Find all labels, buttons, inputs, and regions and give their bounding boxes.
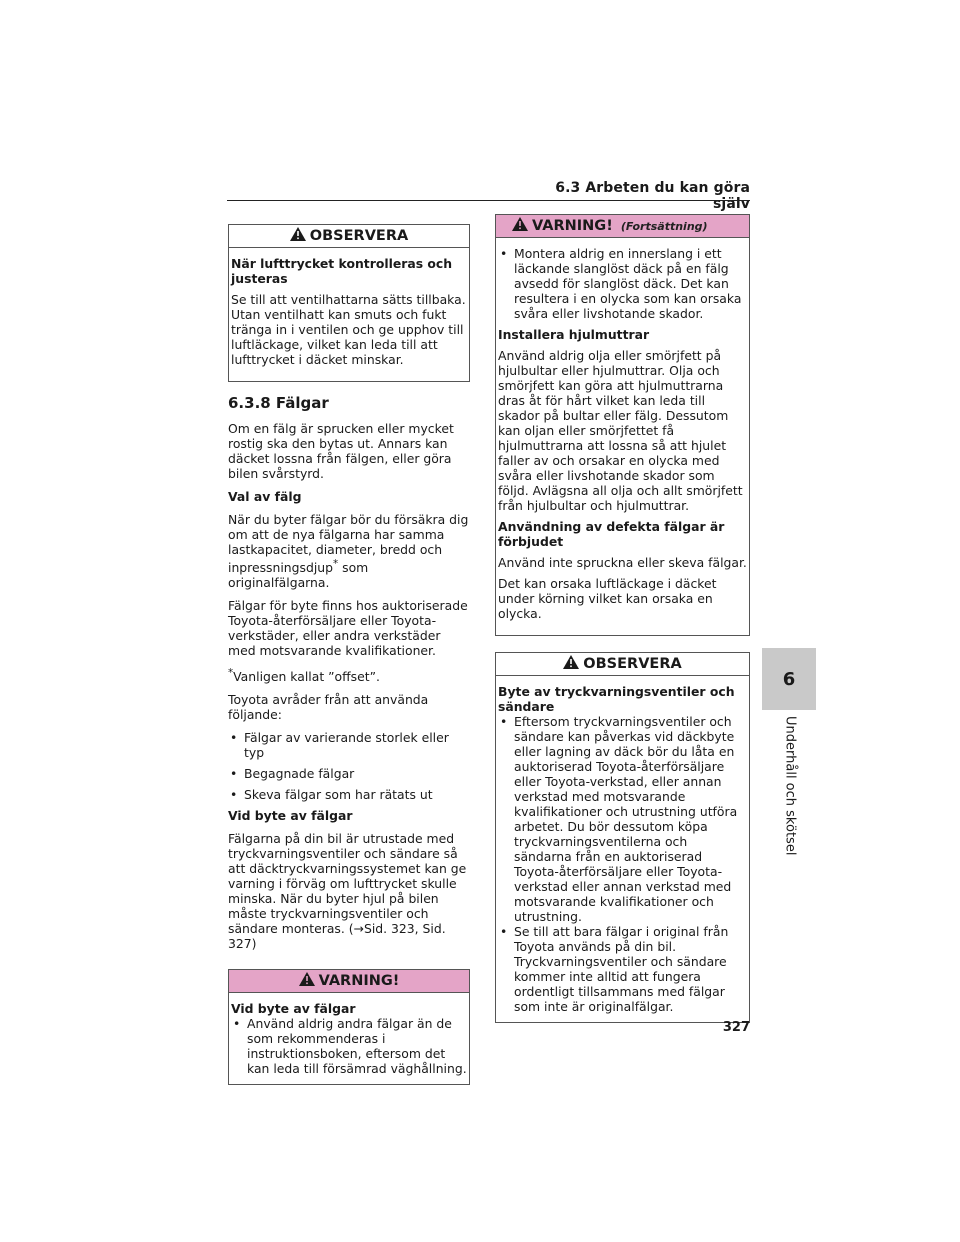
- warning-continued-body: [496, 238, 749, 635]
- warning-title: VARNING!: [318, 972, 400, 989]
- warning-triangle-icon: [299, 972, 315, 990]
- warning-triangle-icon: [563, 655, 579, 673]
- chapter-tab[interactable]: [762, 648, 816, 710]
- list-item-text: Begagnade fälgar: [244, 766, 355, 782]
- val-paragraph-1: [228, 512, 470, 590]
- page-header: 6.3 Arbeten du kan göra själv: [555, 180, 750, 212]
- list-item: [228, 730, 470, 760]
- observera-body: [229, 248, 469, 381]
- left-column: [228, 224, 470, 1085]
- observera-title: OBSERVERA: [583, 655, 682, 672]
- warning-continued-box: [495, 214, 750, 636]
- bullet-glyph: •: [233, 1016, 241, 1032]
- chapter-label: [760, 716, 820, 876]
- list-item: [498, 246, 747, 321]
- list-item-text: Se till att bara fälgar i original från Toyota används på din bil. Tryckvarningsventiler och sändare kommer inte alltid att fungera ordentligt tillsammans med fälgar som inte är originalfälgar.: [514, 924, 729, 1014]
- install-paragraph: Använd aldrig olja eller smörjfett på hjulbultar eller hjulmuttrar. Olja och smörjfett kan göra att hjulmuttrarna dras åt för hårt vilket kan leda till skador på bultar eller fälg. Dessutom kan oljan eller smörjfettet få hjulmuttrarna att lossna så att hjulet faller av och orsakar en olycka med svåra eller livshotande skador som följd. Avlägsna all olja och allt smörjfett från hjulbultar och hjulmuttrar.: [498, 348, 743, 513]
- val-text-1: När du byter fälgar bör du försäkra dig om att de nya fälgarna har samma lastkapacitet, diameter, bredd och inpressningsdjup: [228, 512, 469, 576]
- list-item: [231, 1016, 467, 1076]
- warning-body: [229, 993, 469, 1084]
- observera-title: OBSERVERA: [309, 227, 409, 244]
- install-heading: Installera hjulmuttrar: [498, 327, 650, 342]
- bullet-glyph: •: [500, 924, 508, 939]
- byte-paragraph: Fälgarna på din bil är utrustade med tryckvarningsventiler och sändare så att däcktryckvarningssystemet kan ge varning i förväg om lufttrycket skulle minska. När du byter hjul på bilen måste tryckvarningsventiler och sändare monteras. (→Sid. 323, Sid. 327): [228, 831, 467, 952]
- warning-triangle-icon: [512, 217, 528, 235]
- list-item-text: Fälgar av varierande storlek eller typ: [244, 730, 449, 761]
- list-item: [498, 924, 747, 1014]
- bullet-glyph: •: [230, 766, 238, 782]
- continued-label: (Fortsättning): [620, 219, 708, 233]
- footnote: [228, 666, 470, 684]
- list-item: [228, 787, 470, 802]
- defect-paragraph-1: Använd inte spruckna eller skeva fälgar.: [498, 555, 747, 570]
- warning-header: [229, 970, 469, 993]
- observera-body: [496, 676, 749, 1022]
- observera-header: [229, 225, 469, 248]
- list-item: [228, 766, 470, 781]
- footnote-star: *: [228, 667, 234, 680]
- observera-subheading: När lufttrycket kontrolleras och justeras: [231, 256, 453, 286]
- observera-text: Se till att ventilhattarna sätts tillbaka. Utan ventilhatt kan smuts och fukt tränga in i ventilen och ge upphov till luftläckage, vilket kan leda till att lufttrycket i däcket minskar.: [231, 292, 466, 367]
- right-column: [495, 214, 750, 1023]
- defect-heading: Användning av defekta fälgar är förbjudet: [498, 519, 725, 549]
- byte-heading: Vid byte av fälgar: [228, 808, 353, 824]
- advice-paragraph: Toyota avråder från att använda följande:: [228, 692, 429, 723]
- list-item-text: Montera aldrig en innerslang i ett läckande slanglöst däck på en fälg avsedd för slanglöst däck. Det kan resultera i en olycka som kan orsaka svåra eller livshotande skador.: [514, 246, 742, 321]
- val-text-1-end: som originalfälgarna.: [228, 560, 369, 591]
- page-number: 327: [722, 1020, 750, 1035]
- observera-box: [228, 224, 470, 382]
- warning-title: VARNING!: [532, 217, 613, 234]
- section-title: 6.3.8 Fälgar: [228, 394, 329, 412]
- warning-box: [228, 969, 470, 1085]
- list-item-text: Eftersom tryckvarningsventiler och sändare kan påverkas vid däckbyte eller lagning av däck bör du låta en auktoriserad Toyota-återförsäljare eller Toyota-verkstad, eller annan verkstad med motsvarande kvalifikationer och utrustning utföra arbetet. Du bör dessutom köpa tryckvarningsventilerna och sändarna från en auktoriserad Toyota-återförsäljare eller Toyota-verkstad eller annan verkstad med motsvarande kvalifikationer och utrustning.: [514, 714, 738, 924]
- footnote-marker: *: [333, 558, 339, 570]
- warning-subheading: Vid byte av fälgar: [231, 1001, 356, 1017]
- intro-paragraph: Om en fälg är sprucken eller mycket rostig ska den bytas ut. Annars kan däcket lossna från fälgen, eller göra bilen svårstyrd.: [228, 421, 454, 481]
- bullet-glyph: •: [500, 246, 508, 261]
- bullet-glyph: •: [230, 787, 238, 803]
- warning-triangle-icon: [290, 227, 306, 245]
- bullet-glyph: •: [500, 714, 508, 729]
- list-item-text: Skeva fälgar som har rätats ut: [244, 787, 433, 803]
- bullet-glyph: •: [230, 730, 238, 746]
- list-item-text: Använd aldrig andra fälgar än de som rekommenderas i instruktionsboken, eftersom det kan leda till försämrad väghållning.: [247, 1016, 467, 1077]
- chapter-title: Underhåll och skötsel: [782, 716, 798, 856]
- warning-continued-header: [496, 215, 749, 238]
- chapter-number: 6: [782, 668, 796, 690]
- defect-paragraph-2: Det kan orsaka luftläckage i däcket under körning vilket kan orsaka en olycka.: [498, 576, 717, 621]
- observera-header: [496, 653, 749, 676]
- list-item: [498, 714, 747, 924]
- footnote-text: Vanligen kallat ”offset”.: [233, 669, 380, 685]
- observera-box: [495, 652, 750, 1023]
- val-paragraph-2: Fälgar för byte finns hos auktoriserade Toyota-återförsäljare eller Toyota-verkstäder, eller andra verkstäder med motsvarande kvalifikationer.: [228, 598, 468, 659]
- val-heading: Val av fälg: [228, 489, 302, 504]
- observera-subheading: Byte av tryckvarningsventiler och sändare: [498, 684, 735, 714]
- header-rule: [227, 200, 750, 201]
